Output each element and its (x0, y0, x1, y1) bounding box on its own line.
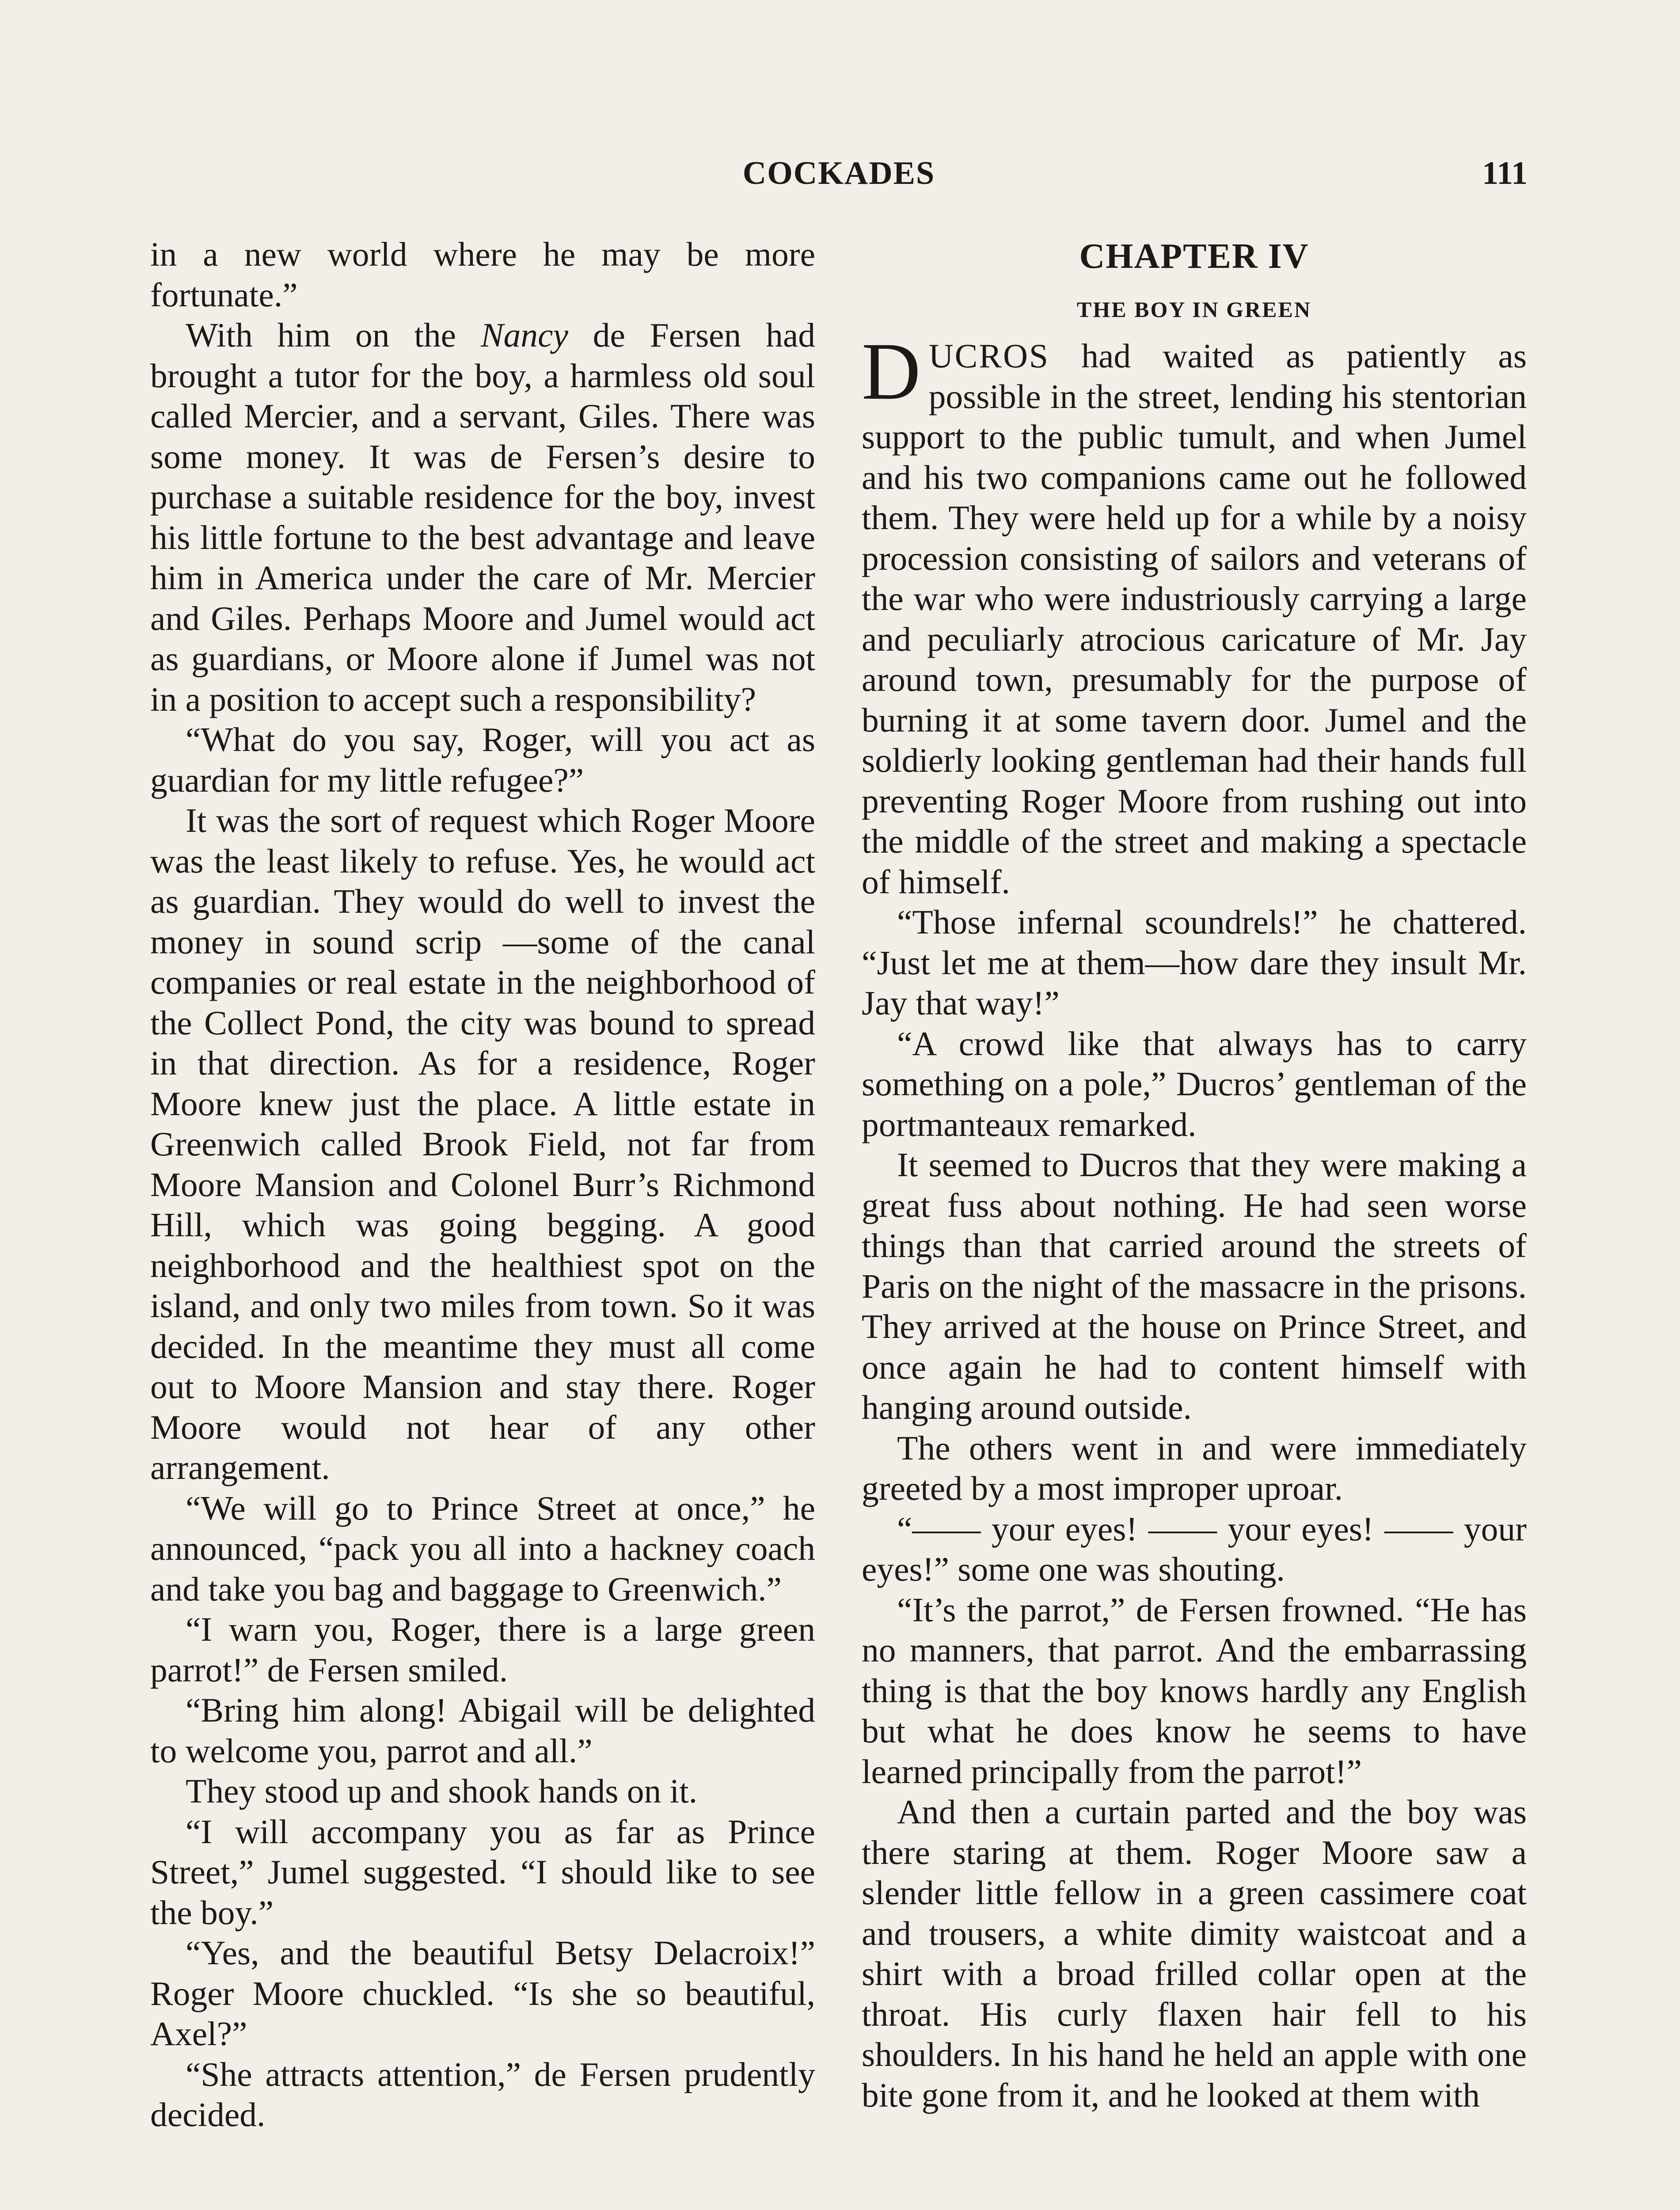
paragraph (150, 315, 815, 720)
paragraph: “It’s the parrot,” de Fersen frowned. “He has no manners, that parrot. And the embarrassing thing is that the boy knows hardly any English but what he does know he seems to have learned principally from the parrot!” (862, 1590, 1527, 1791)
right-column (862, 234, 1527, 2115)
ship-name: Nancy (480, 316, 568, 354)
drop-cap: D (862, 326, 921, 417)
chapter-heading: CHAPTER IV (1079, 237, 1309, 276)
paragraph: “What do you say, Roger, will you act as guardian for my little refugee?” (150, 720, 815, 799)
running-title: COCKADES (742, 155, 935, 191)
chapter-subtitle: THE BOY IN GREEN (1077, 297, 1311, 322)
paragraph: It was the sort of request which Roger Moore was the least likely to refuse. Yes, he would act as guardian. They would do well to invest the money in sound scrip —some of the canal companies or real estate in the neighborhood of the Collect Pond, the city was bound to spread in that direction. As for a residence, Roger Moore knew just the place. A little estate in Greenwich called Brook Field, not far from Moore Mansion and Colonel Burr’s Richmond Hill, which was going begging. A good neighborhood and the healthiest spot on the island, and only two miles from town. So it was decided. In the meantime they must all come out to Moore Mansion and stay there. Roger Moore would not hear of any other arrangement. (150, 801, 815, 1486)
opening-smallcaps: UCROS (928, 337, 1050, 375)
paragraph: “I will accompany you as far as Prince Street,” Jumel suggested. “I should like to see the boy.” (150, 1812, 815, 1932)
left-column (150, 234, 815, 2135)
paragraph: “I warn you, Roger, there is a large green parrot!” de Fersen smiled. (150, 1610, 815, 1689)
paragraph: “Bring him along! Abigail will be delighted to welcome you, parrot and all.” (150, 1691, 815, 1770)
paragraph: in a new world where he may be more fortunate.” (150, 235, 815, 314)
page-number: 111 (1482, 155, 1528, 191)
paragraph: “Yes, and the beautiful Betsy Delacroix!” Roger Moore chuckled. “Is she so beautiful, Axel?” (150, 1934, 815, 2053)
paragraph: And then a curtain parted and the boy was there staring at them. Roger Moore saw a slender little fellow in a green cassimere coat and trousers, a white dimity waistcoat and a shirt with a broad frilled collar open at the throat. His curly flaxen hair fell to his shoulders. In his hand he held an apple with one bite gone from it, and he looked at them with (862, 1793, 1527, 2114)
paragraph-text: With him on the (186, 316, 481, 354)
paragraph: “—— your eyes! —— your eyes! —— your eyes!” some one was shouting. (862, 1509, 1527, 1588)
paragraph: “She attracts attention,” de Fersen prudently decided. (150, 2055, 815, 2134)
paragraph-text: had waited as patiently as possible in the street, lending his stentorian support to the public tumult, and when Jumel and his two companions came out he followed them. They were held up for a while by a noisy procession consisting of sailors and veterans of the war who were industriously carrying a large and peculiarly atrocious caricature of Mr. Jay around town, presumably for the purpose of burning it at some tavern door. Jumel and the soldierly looking gentleman had their hands full preventing Roger Moore from rushing out into the middle of the street and making a spectacle of himself. (862, 337, 1527, 901)
opening-paragraph (862, 326, 1527, 902)
paragraph: They stood up and shook hands on it. (186, 1772, 698, 1810)
paragraph: The others went in and were immediately greeted by a most improper uproar. (862, 1429, 1527, 1507)
paragraph-text: de Fersen had brought a tutor for the boy, a harmless old soul called Mercier, and a servant, Giles. There was some money. It was de Fersen’s desire to purchase a suitable residence for the boy, invest his little fortune to the best advantage and leave him in America under the care of Mr. Mercier and Giles. Perhaps Moore and Jumel would act as guardians, or Moore alone if Jumel was not in a position to accept such a responsibility? (150, 316, 815, 718)
paragraph: “Those infernal scoundrels!” he chattered. “Just let me at them—how dare they insult Mr. Jay that way!” (862, 903, 1527, 1022)
paragraph: “A crowd like that always has to carry something on a pole,” Ducros’ gentleman of the portmanteaux remarked. (862, 1024, 1527, 1143)
running-head (150, 155, 1528, 203)
paragraph: It seemed to Ducros that they were making a great fuss about nothing. He had seen worse things than that carried around the streets of Paris on the night of the massacre in the prisons. They arrived at the house on Prince Street, and once again he had to content himself with hanging around outside. (862, 1146, 1527, 1426)
paragraph: “We will go to Prince Street at once,” he announced, “pack you all into a hackney coach and take you bag and baggage to Greenwich.” (150, 1489, 815, 1608)
